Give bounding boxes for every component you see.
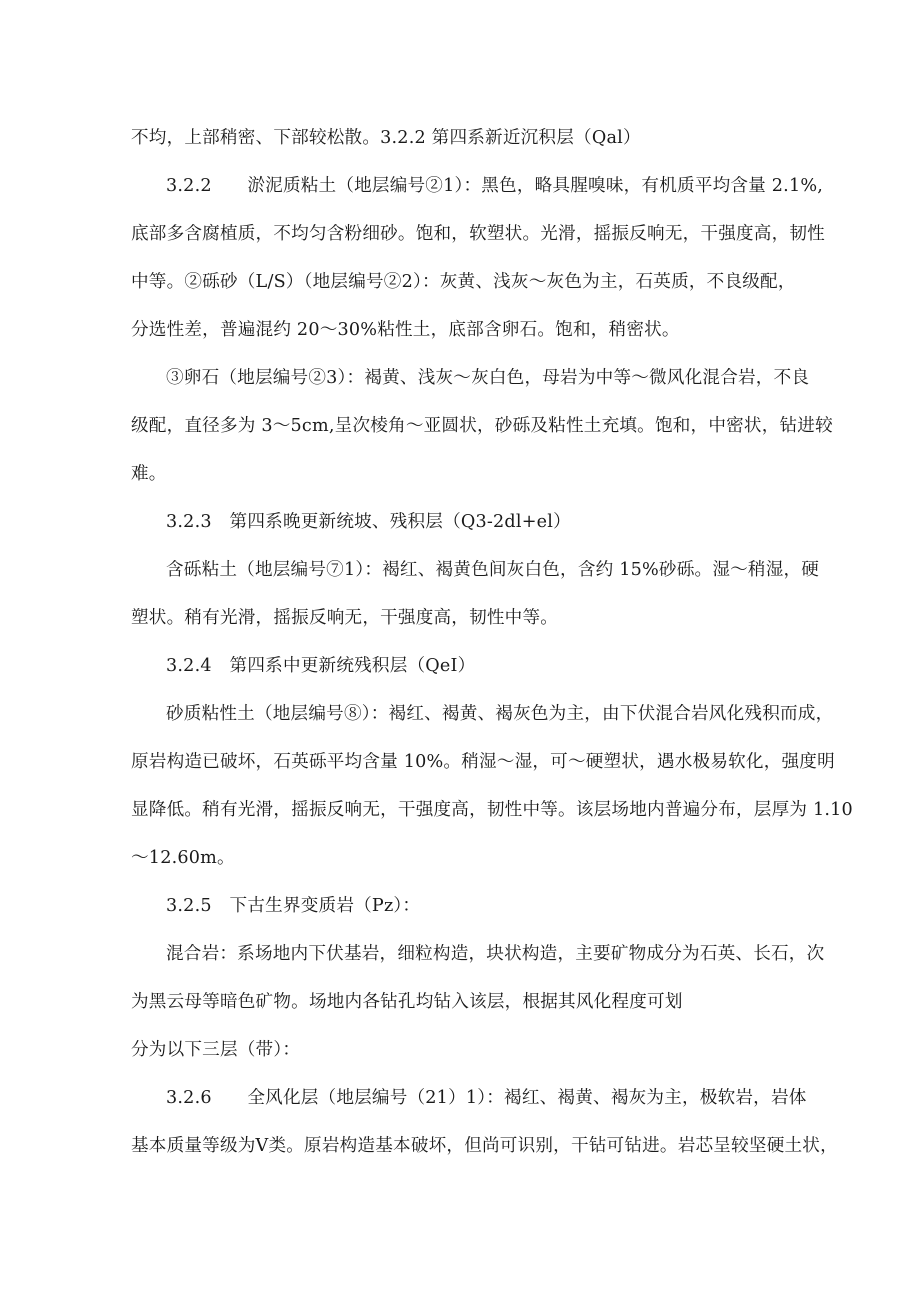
section-heading: 3.2.5 下古生界变质岩（Pz）： bbox=[166, 896, 421, 916]
text-line: 分选性差，普遍混约 20～30%粘性土，底部含卵石。饱和，稍密状。 bbox=[131, 320, 680, 340]
text-line: 混合岩：系场地内下伏基岩，细粒构造，块状构造，主要矿物成分为石英、长石，次 bbox=[166, 944, 825, 964]
text-line: 底部多含腐植质，不均匀含粉细砂。饱和，软塑状。光滑，摇振反响无，干强度高，韧性 bbox=[131, 224, 825, 244]
text-line: 塑状。稍有光滑，摇振反响无，干强度高，韧性中等。 bbox=[131, 608, 559, 628]
text-line: 级配，直径多为 3～5cm,呈次棱角～亚圆状，砂砾及粘性土充填。饱和，中密状，钻进较 bbox=[131, 416, 833, 436]
text-line: 为黑云母等暗色矿物。场地内各钻孔均钻入该层，根据其风化程度可划 bbox=[131, 992, 683, 1012]
text-line: 难。 bbox=[131, 464, 167, 484]
text-line: 3.2.6 全风化层（地层编号（21）1）：褐红、褐黄、褐灰为主，极软岩，岩体 bbox=[166, 1088, 807, 1108]
text-line: ～12.60m。 bbox=[131, 848, 235, 868]
text-line: 原岩构造已破坏，石英砾平均含量 10%。稍湿～湿，可～硬塑状，遇水极易软化，强度明 bbox=[131, 752, 835, 772]
section-heading: 3.2.3 第四系晚更新统坡、残积层（Q3-2dl+el） bbox=[166, 512, 571, 532]
text-line: 中等。②砾砂（L/S）（地层编号②2）：灰黄、浅灰～灰色为主，石英质，不良级配， bbox=[131, 272, 796, 292]
text-line: 基本质量等级为Ⅴ类。原岩构造基本破坏，但尚可识别，干钻可钻进。岩芯呈较坚硬土状， bbox=[131, 1136, 838, 1156]
text-line: 显降低。稍有光滑，摇振反响无，干强度高，韧性中等。该层场地内普遍分布，层厚为 1.10 bbox=[131, 800, 853, 820]
text-line: 含砾粘土（地层编号⑦1）：褐红、褐黄色间灰白色，含约 15%砂砾。湿～稍湿，硬 bbox=[166, 560, 820, 580]
section-heading: 3.2.4 第四系中更新统残积层（QeI） bbox=[166, 656, 476, 676]
text-line: 不均，上部稍密、下部较松散。3.2.2 第四系新近沉积层（Qal） bbox=[131, 128, 641, 148]
text-line: 砂质粘性土（地层编号⑧）：褐红、褐黄、褐灰色为主，由下伏混合岩风化残积而成， bbox=[166, 704, 834, 724]
text-line: ③卵石（地层编号②3）：褐黄、浅灰～灰白色，母岩为中等～微风化混合岩，不良 bbox=[166, 368, 810, 388]
text-line: 3.2.2 淤泥质粘土（地层编号②1）：黑色，略具腥嗅味，有机质平均含量 2.1%, bbox=[166, 176, 824, 196]
text-line: 分为以下三层（带）： bbox=[131, 1040, 301, 1060]
